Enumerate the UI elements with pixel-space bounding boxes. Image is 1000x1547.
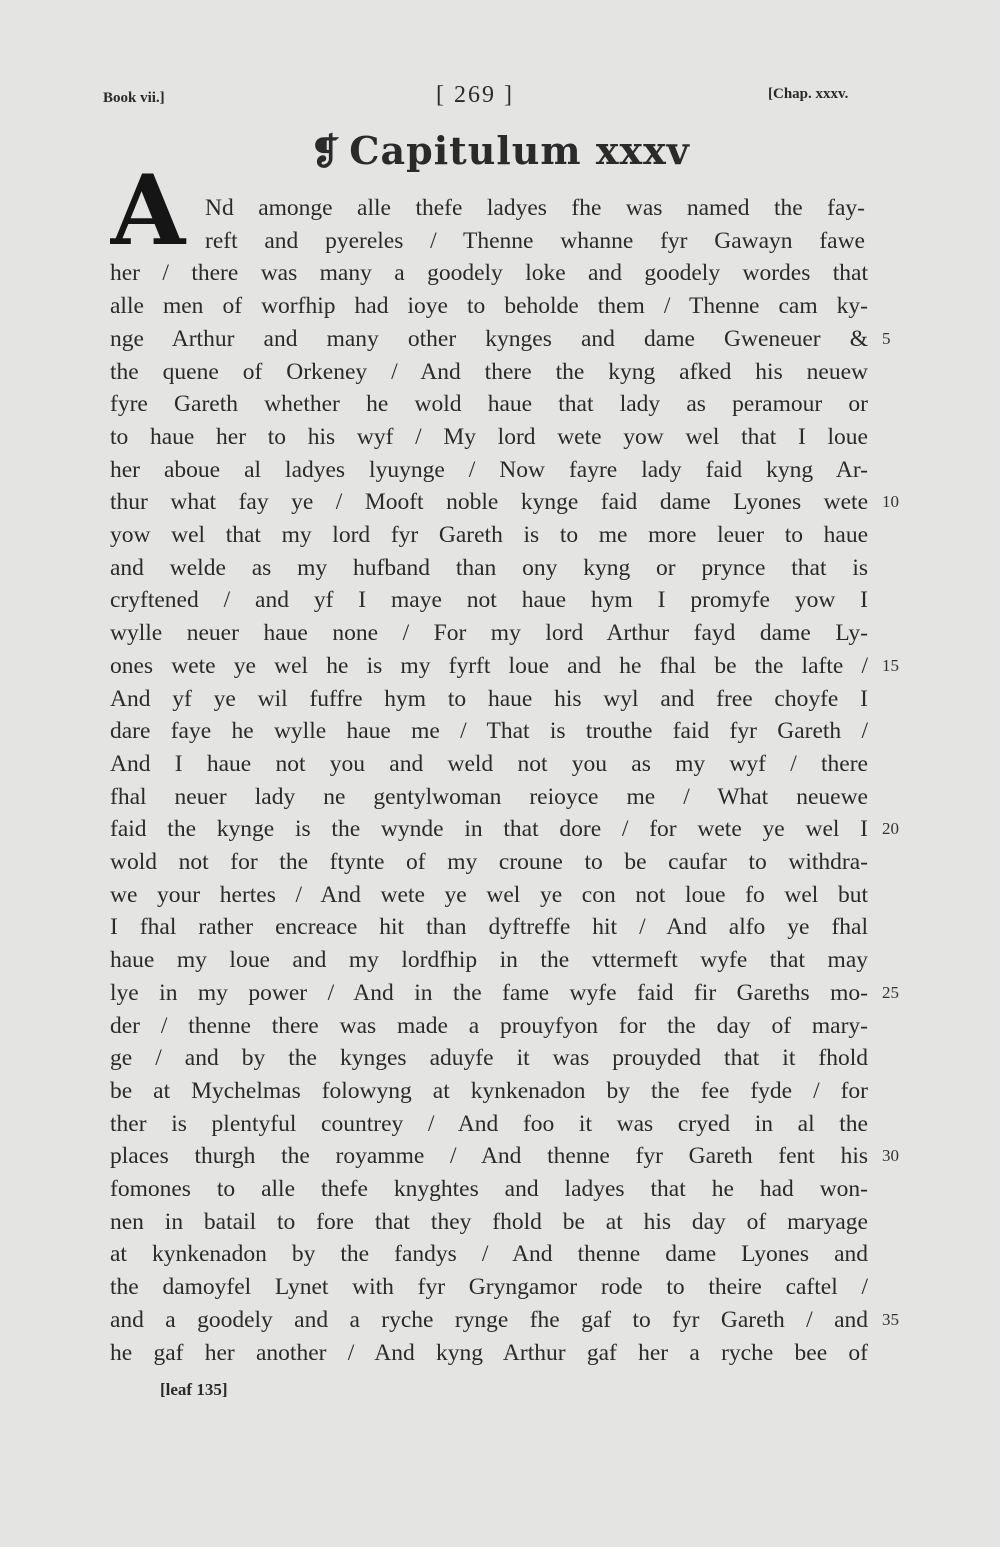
text-line: fomones to alle thefe knyghtes and ladyes that he had won-	[110, 1176, 868, 1202]
page-number: [ 269 ]	[436, 82, 514, 108]
line-number: 20	[882, 819, 899, 839]
text-line: And yf ye wil fuffre hym to haue his wyl and free choyfe I	[110, 685, 868, 712]
text-line: ther is plentyful countrey / And foo it was cryed in al the	[110, 1110, 868, 1137]
text-line: wold not for the ftynte of my croune to be caufar to withdra-	[110, 849, 868, 875]
text-line: be at Mychelmas folowyng at kynkenadon by the fee fyde / for	[110, 1077, 868, 1104]
text-line: haue my loue and my lordfhip in the vttermeft wyfe that may	[110, 947, 868, 974]
text-line: the damoyfel Lynet with fyr Gryngamor rode to theire caftel /	[110, 1274, 868, 1301]
chapter-label: [Chap. xxxv.	[768, 86, 849, 102]
text-line: faid the kynge is the wynde in that dore / for wete ye wel I	[110, 816, 868, 843]
text-line: he gaf her another / And kyng Arthur gaf her a ryche bee of	[110, 1339, 868, 1366]
marginal-note: [leaf 135]	[160, 1380, 228, 1399]
running-head	[0, 82, 1000, 112]
line-number: 15	[882, 655, 899, 675]
text-line: der / thenne there was made a prouyfyon for the day of mary-	[110, 1012, 868, 1039]
text-line: dare faye he wylle haue me / That is trouthe faid fyr Gareth /	[110, 718, 868, 745]
text-line: her aboue al ladyes lyuynge / Now fayre lady faid kyng Ar-	[110, 456, 868, 483]
chapter-title-text: Capitulum xxxv	[349, 128, 690, 173]
text-line: the quene of Orkeney / And there the kyng afked his neuew	[110, 358, 868, 385]
text-line: yow wel that my lord fyr Gareth is to me more leuer to haue	[110, 522, 868, 548]
text-line: cryftened / and yf I maye not haue hym I promyfe yow I	[110, 587, 868, 614]
text-line: and a goodely and a ryche rynge fhe gaf to fyr Gareth / and	[110, 1306, 868, 1333]
drop-cap-initial: A	[110, 154, 186, 267]
line-number: 30	[882, 1146, 899, 1166]
text-line: And I haue not you and weld not you as my wyf / there	[110, 750, 868, 777]
text-line: and welde as my hufband than ony kyng or prynce that is	[110, 554, 868, 581]
text-line: reft and pyereles / Thenne whanne fyr Gawayn fawe	[205, 227, 865, 254]
line-number: 10	[882, 492, 899, 512]
line-number: 5	[882, 328, 891, 348]
text-line: alle men of worfhip had ioye to beholde them / Thenne cam ky-	[110, 293, 868, 320]
text-line: ge / and by the kynges aduyfe it was prouyded that it fhold	[110, 1045, 868, 1072]
text-line: wylle neuer haue none / For my lord Arthur fayd dame Ly-	[110, 620, 868, 647]
line-number: 25	[882, 982, 899, 1002]
text-line: fyre Gareth whether he wold haue that lady as peramour or	[110, 391, 868, 418]
text-line: thur what fay ye / Mooft noble kynge faid dame Lyones wete	[110, 489, 868, 516]
paragraph-mark-icon: ❡	[310, 131, 342, 173]
text-line: lye in my power / And in the fame wyfe faid fir Gareths mo-	[110, 979, 868, 1006]
text-line: we your hertes / And wete ye wel ye con not loue fo wel but	[110, 881, 868, 908]
book-label: Book vii.]	[103, 90, 165, 106]
text-line: ones wete ye wel he is my fyrft loue and he fhal be the lafte /	[110, 652, 868, 679]
text-line: Nd amonge alle thefe ladyes fhe was named the fay-	[205, 195, 865, 221]
text-line: nen in batail to fore that they fhold be at his day of maryage	[110, 1208, 868, 1235]
chapter-title	[300, 128, 700, 173]
text-line: at kynkenadon by the fandys / And thenne dame Lyones and	[110, 1241, 868, 1268]
text-line: nge Arthur and many other kynges and dame Gweneuer &	[110, 325, 868, 352]
text-line: places thurgh the royamme / And thenne fyr Gareth fent his	[110, 1143, 868, 1170]
text-line: I fhal rather encreace hit than dyftreffe hit / And alfo ye fhal	[110, 914, 868, 941]
text-line: her / there was many a goodely loke and goodely wordes that	[110, 260, 868, 287]
line-number: 35	[882, 1309, 899, 1329]
text-line: fhal neuer lady ne gentylwoman reioyce me / What neuewe	[110, 783, 868, 810]
text-line: to haue her to his wyf / My lord wete yow wel that I loue	[110, 423, 868, 450]
